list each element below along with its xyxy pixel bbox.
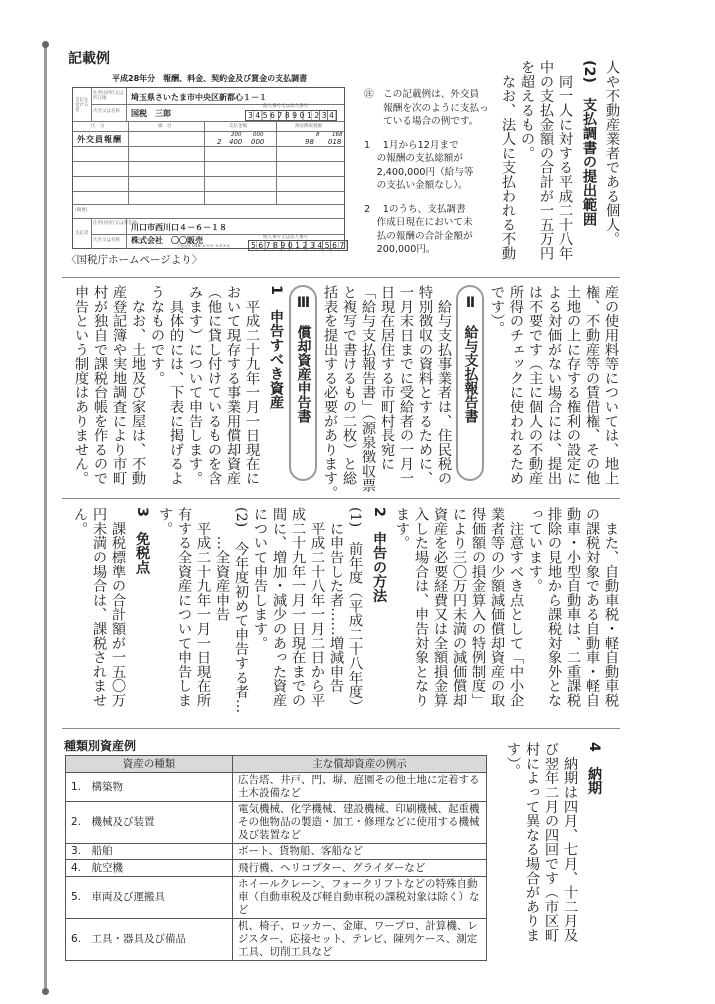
text-column: 排除の見地から課税対象外とな: [546, 507, 562, 708]
asset-example-cell: 机、椅子、ロッカー、金庫、ワープロ、計算機、レジスター、応接セット、テレビ、陳列ケース、測定工具、切削工具など: [233, 919, 487, 961]
text-column: 間に、増加・減少のあった資産: [271, 507, 287, 708]
text-column: みます）について申告します。: [187, 285, 203, 486]
asset-example-cell: 広告塔、井戸、門、塀、庭園その他土地に定着する土木設備など: [233, 773, 487, 802]
note-line: 作成日現在において未: [364, 217, 473, 228]
heading-title: 償却資産申告書: [295, 325, 312, 423]
note-line: の報酬の支払総額が: [364, 153, 463, 164]
example-heading: 記載例: [68, 51, 110, 67]
text-column: と複写で書けるもの二枚）と総: [341, 285, 357, 486]
payer-address-label: 住所(居所)又は所在地: [93, 221, 138, 226]
text-column: 括表を提出する必要があります。: [322, 285, 338, 500]
header-asset-type: 資産の種類: [66, 756, 233, 773]
example-note: [364, 88, 494, 257]
note-line: 払の報酬の合計金額が: [364, 230, 473, 242]
asset-example-cell: ボート、貨物船、客船など: [233, 844, 487, 860]
asset-table-title: 種類別資産例: [64, 739, 137, 753]
asset-example-cell: 電気機械、化学機械、建設機械、印刷機械、起重機その他物品の製造・加工・修理などに使用する機械及び装置など: [233, 802, 487, 844]
text-column: 注意すべき点として「中小企: [508, 507, 524, 708]
section-payment-due: [503, 742, 607, 952]
amount-unpaid-2: 000: [253, 132, 264, 138]
payee-number: 345678901234: [245, 110, 337, 121]
payment-record-form: [72, 87, 345, 249]
text-column: 具体的には、下表に掲げるよ: [168, 285, 184, 486]
text-column: 人や不動産業者である個人。: [604, 60, 620, 246]
text-column: です）。: [489, 285, 505, 336]
tax-1: 98: [305, 138, 314, 146]
text-column: す）。: [505, 742, 521, 778]
col-detail: 細 目: [158, 124, 172, 129]
payer-number: 5678901234567: [248, 240, 348, 251]
text-column: び翌年二月の四回です（市区町: [543, 742, 559, 943]
text-column: 日現在居住する市町村長宛に: [379, 285, 395, 471]
section-filing-method: [70, 507, 620, 722]
text-column: （他に貸し付けているものを含: [206, 285, 222, 486]
text-column: 一月末日までに受給者の一月一: [398, 285, 414, 486]
text-column: 同一人に対する平成二十八年: [557, 60, 573, 261]
table-row: [66, 802, 487, 844]
binding-line: [44, 44, 47, 992]
asset-example-cell: 飛行機、ヘリコプター、グライダーなど: [233, 860, 487, 877]
section-heading: 3 免税点: [134, 507, 150, 575]
text-column: なお、土地及び家屋は、不動: [130, 285, 146, 486]
asset-type-cell: 1. 構築物: [66, 773, 233, 802]
text-column: …全資産申告: [214, 507, 230, 622]
divider: [62, 728, 620, 729]
payer-phone: (電話) 048-×××-××××: [178, 244, 231, 249]
section-heading: (2) 支払調書の提出範囲: [581, 60, 597, 227]
note-line: の支払い金額なし）。: [364, 180, 468, 191]
header-examples: 主な償却資産の例示: [233, 756, 487, 773]
note-line: ㊟ この記載例は、外交員: [364, 89, 480, 100]
text-column: の課税対象である自動車・軽自: [584, 507, 600, 708]
text-column: 特別徴収の資料とするために、: [417, 285, 433, 486]
text-column: おいて現存する事業用償却資産: [225, 285, 241, 486]
text-column: により三〇万円未満の減価償却: [451, 507, 467, 708]
text-column: 村が独自で課税台帳を作るので: [92, 285, 108, 486]
col-tax: 源泉徴収税額: [295, 124, 322, 129]
tax-2: 018: [328, 138, 342, 146]
text-column: 得価額の損金算入の特例制度」: [470, 507, 486, 708]
text-column: 納期は四月、七月、十二月及: [562, 742, 578, 943]
heading-number: Ⅲ: [295, 295, 312, 311]
text-column: 平成二十八年一月二日から平: [309, 507, 325, 708]
text-column: なお、法人に支払われる不動: [500, 60, 516, 261]
table-row: [66, 860, 487, 877]
row-category: 外交員報酬: [77, 135, 122, 144]
text-column: 平成二十九年一月一日現在所: [195, 507, 211, 708]
text-column: す。: [157, 507, 173, 536]
heading-depreciable-assets-return: [289, 285, 317, 481]
text-column: 業者等の少額減価償却資産の取: [489, 507, 505, 708]
amount-unpaid-1: 200: [231, 132, 242, 138]
divider: [62, 498, 620, 499]
heading-number: Ⅱ: [462, 295, 479, 311]
text-column: 中の支払金額の合計が一五万円: [538, 60, 554, 261]
note-line: 200,000円。: [364, 244, 436, 255]
asset-type-cell: 4. 航空機: [66, 860, 233, 877]
text-column: 給与支払事業者は、住民税の: [436, 285, 452, 486]
text-column: 有する全資産について申告しま: [176, 507, 192, 708]
payee-number-label: 個人番号又は法人番号: [263, 104, 308, 109]
text-column: 産登記簿や実地調査により市町: [111, 285, 127, 486]
source-caption: 〈国税庁ホームページより〉: [66, 254, 203, 266]
text-column: うなものです。: [149, 285, 165, 386]
text-column: 課税標準の合計額が一五〇万: [110, 507, 126, 708]
text-column: よる対価がない場合には、提出: [546, 285, 562, 486]
table-row: [66, 773, 487, 802]
section-heading: 4 納期: [586, 742, 602, 795]
asset-type-cell: 6. 工具・器具及び備品: [66, 919, 233, 961]
name-label: 氏名又は名称: [93, 109, 120, 114]
payer-name-label: 氏名又は名称: [93, 238, 120, 243]
table-row: [66, 919, 487, 961]
text-column: 成二十九年一月一日現在までの: [290, 507, 306, 708]
heading-salary-report: [456, 285, 484, 481]
text-column: 村によって異なる場合がありま: [524, 742, 540, 943]
tax-unpaid-1: 8: [316, 132, 320, 138]
col-category: 区 分: [91, 124, 105, 129]
asset-example-cell: ホイールクレーン、フォークリフトなどの特殊自動車（自動車税及び軽自動車税の課税対象は除く）など: [233, 877, 487, 919]
form-title: 平成28年分 報酬、料金、契約金及び賞金の支払調書: [112, 74, 308, 83]
heading-title: 給与支払報告書: [462, 325, 479, 423]
text-column: 申告という制度はありません。: [73, 285, 89, 486]
section-heading: 1 申告すべき資産: [268, 285, 284, 410]
text-column: 資産を必要経費又は全額損金算: [432, 507, 448, 708]
table-row: [66, 844, 487, 860]
text-column: (1) 前年度（平成二十八年度）: [347, 507, 363, 714]
text-column: また、自動車税・軽自動車税: [603, 507, 619, 708]
text-column: 産の使用料等については、地上: [603, 285, 619, 486]
asset-type-cell: 5. 車両及び運搬具: [66, 877, 233, 919]
text-column: 権、不動産等の賃借権、その他: [584, 285, 600, 486]
amount-1: 2: [217, 138, 222, 146]
payee-label: 支払を受ける者: [75, 98, 89, 113]
note-line: ている場合の例です。: [364, 116, 479, 127]
text-column: っています。: [527, 507, 543, 593]
text-column: ます。: [394, 507, 410, 550]
text-column: 円未満の場合は、課税されませ: [91, 507, 107, 708]
text-column: 「給与支払報告書」（源泉徴収票: [360, 285, 376, 493]
note-line: 2,400,000円（給与等: [364, 166, 474, 178]
text-column: を超えるもの。: [519, 60, 535, 161]
text-column: は不要です（主に個人の不動産: [527, 285, 543, 486]
payee-address: 埼玉県さいたま市中央区新都心１－１: [131, 93, 267, 102]
payer-address: 川口市西川口４－６－１８: [131, 223, 227, 232]
text-column: 所得のチェックに使われるため: [508, 285, 524, 486]
text-column: ん。: [72, 507, 88, 536]
amount-3: 000: [251, 138, 265, 146]
section-payment-records: [498, 60, 621, 275]
divider: [62, 277, 620, 278]
note-line: 1 1月から12月まで: [364, 139, 459, 151]
col-amount: 支払金額: [229, 124, 247, 129]
note-line: 報酬を次のように支払っ: [364, 102, 489, 114]
tax-unpaid-2: 168: [332, 132, 343, 138]
asset-examples-table: [65, 755, 487, 961]
table-row: [66, 877, 487, 919]
asset-type-cell: 2. 機械及び装置: [66, 802, 233, 844]
payer-number-label: 個人番号又は法人番号: [263, 235, 308, 240]
text-column: に申告した者……増減申告: [328, 507, 344, 693]
address-label: 住所(居所)又は所在地: [93, 91, 124, 101]
text-column: 土地の上に存する権利の設定に: [565, 285, 581, 486]
text-column: 平成二十九年一月一日現在に: [244, 285, 260, 486]
note-line: 2 1のうち、支払調書: [364, 203, 466, 215]
section-salary-and-depreciable: [71, 285, 620, 500]
text-column: 入した場合は、申告対象となり: [413, 507, 429, 708]
text-column: 動車・小型自動車は、二重課税: [565, 507, 581, 708]
text-column: について申告します。: [252, 507, 268, 650]
payer-label: 支払者: [75, 231, 89, 236]
asset-type-cell: 3. 船舶: [66, 844, 233, 860]
amount-2: 400: [229, 138, 243, 146]
remarks-label: (摘要): [75, 208, 88, 213]
section-heading: 2 申告の方法: [371, 507, 387, 603]
payee-name: 国税 三郎: [131, 109, 171, 118]
text-column: (2) 今年度初めて申告する者…: [233, 507, 249, 714]
payer-name: 株式会社 〇〇販売: [131, 236, 203, 245]
table-header-row: [66, 756, 487, 773]
